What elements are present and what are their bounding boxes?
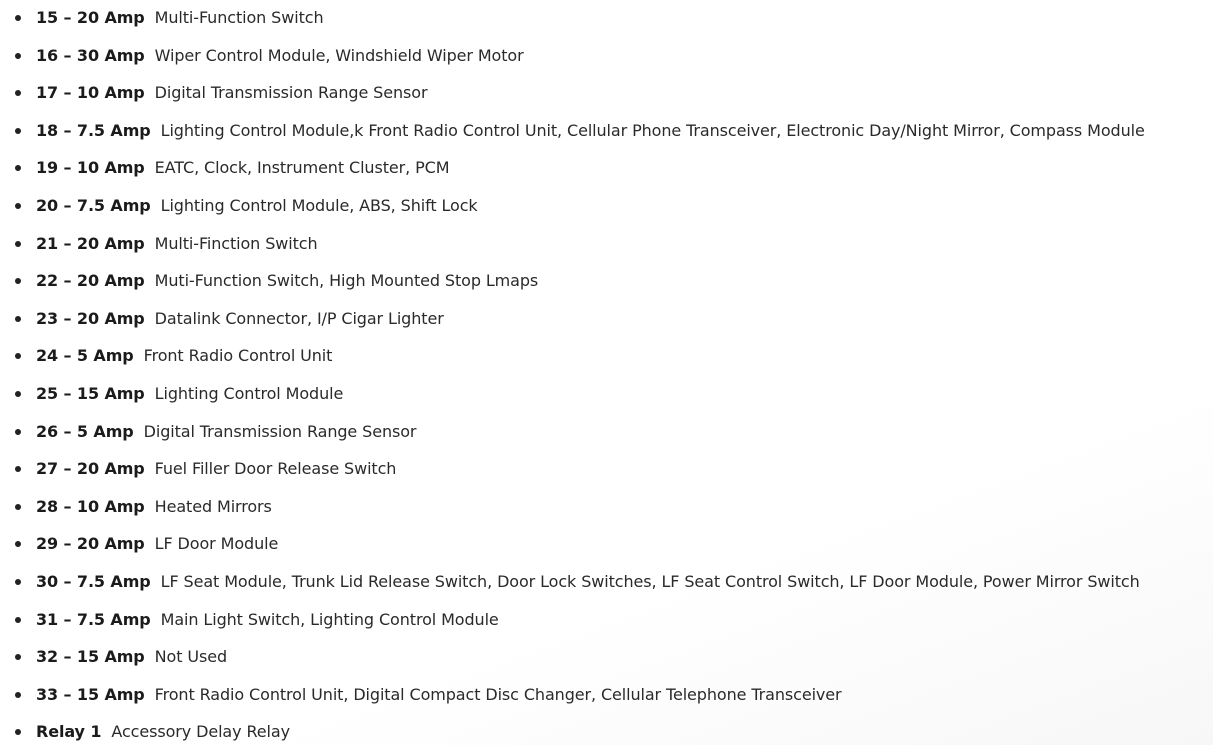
fuse-rating: 20 – 7.5 Amp	[36, 195, 151, 215]
fuse-rating: 21 – 20 Amp	[36, 233, 145, 253]
fuse-description: Digital Transmission Range Sensor	[154, 83, 428, 103]
fuse-rating: 16 – 30 Amp	[36, 45, 145, 65]
fuse-description: Multi-Function Switch	[154, 8, 324, 27]
fuse-description: Muti-Function Switch, High Mounted Stop Lmaps	[154, 271, 539, 291]
list-item	[0, 150, 1213, 188]
fuse-rating: 28 – 10 Amp	[36, 496, 145, 516]
bullet-icon	[15, 579, 21, 585]
list-item	[0, 263, 1213, 301]
bullet-icon	[15, 278, 21, 284]
fuse-rating: 24 – 5 Amp	[36, 346, 134, 366]
fuse-description: Lighting Control Module, ABS, Shift Lock	[160, 195, 478, 215]
bullet-icon	[15, 466, 21, 472]
list-item	[0, 526, 1213, 564]
fuse-rating: 19 – 10 Amp	[36, 158, 145, 178]
fuse-description: Fuel Filler Door Release Switch	[154, 459, 397, 479]
fuse-rating: 17 – 10 Amp	[36, 83, 145, 103]
list-item	[0, 188, 1213, 226]
fuse-description: Digital Transmission Range Sensor	[143, 421, 417, 441]
bullet-icon	[15, 165, 21, 171]
list-item	[0, 602, 1213, 640]
fuse-description: Heated Mirrors	[154, 496, 272, 516]
bullet-icon	[15, 353, 21, 359]
fuse-description: Front Radio Control Unit, Digital Compact Disc Changer, Cellular Telephone Transceiver	[154, 684, 842, 704]
fuse-rating: 23 – 20 Amp	[36, 308, 145, 328]
bullet-icon	[15, 241, 21, 247]
fuse-rating: 26 – 5 Amp	[36, 421, 134, 441]
fuse-rating: Relay 1	[36, 722, 102, 742]
fuse-description: LF Seat Module, Trunk Lid Release Switch, Door Lock Switches, LF Seat Control Switch, LF Door Module, Power Mirror Switch	[160, 571, 1140, 591]
list-item	[0, 714, 1213, 752]
bullet-icon	[15, 654, 21, 660]
bullet-icon	[15, 203, 21, 209]
list-item	[0, 113, 1213, 151]
bullet-icon	[15, 90, 21, 96]
fuse-rating: 27 – 20 Amp	[36, 459, 145, 479]
fuse-rating: 18 – 7.5 Amp	[36, 120, 151, 140]
fuse-description: EATC, Clock, Instrument Cluster, PCM	[154, 158, 450, 178]
list-item	[0, 38, 1213, 76]
fuse-description: Not Used	[154, 647, 228, 667]
fuse-rating: 32 – 15 Amp	[36, 647, 145, 667]
list-item	[0, 338, 1213, 376]
fuse-description: LF Door Module	[154, 534, 279, 554]
bullet-icon	[15, 729, 21, 735]
list-item	[0, 301, 1213, 339]
list-item	[0, 0, 1213, 38]
fuse-rating: 31 – 7.5 Amp	[36, 609, 151, 629]
bullet-icon	[15, 504, 21, 510]
list-item	[0, 489, 1213, 527]
fuse-description: Main Light Switch, Lighting Control Module	[160, 609, 499, 629]
fuse-rating: 30 – 7.5 Amp	[36, 571, 151, 591]
list-item	[0, 564, 1213, 602]
fuse-description: Multi-Finction Switch	[154, 233, 318, 253]
list-item	[0, 639, 1213, 677]
fuse-description: Datalink Connector, I/P Cigar Lighter	[154, 308, 444, 328]
fuse-description: Lighting Control Module	[154, 383, 344, 403]
fuse-description: Front Radio Control Unit	[143, 346, 333, 366]
bullet-icon	[15, 617, 21, 623]
list-item	[0, 376, 1213, 414]
fuse-description: Lighting Control Module,k Front Radio Control Unit, Cellular Phone Transceiver, Electronic Day/Night Mirror, Compass Module	[160, 120, 1145, 140]
fuse-description: Accessory Delay Relay	[111, 722, 290, 742]
fuse-rating: 25 – 15 Amp	[36, 383, 145, 403]
fuse-description: Wiper Control Module, Windshield Wiper Motor	[154, 45, 524, 65]
list-item	[0, 451, 1213, 489]
fuse-rating: 33 – 15 Amp	[36, 684, 145, 704]
list-item	[0, 677, 1213, 715]
list-item	[0, 226, 1213, 264]
bullet-icon	[15, 15, 21, 21]
bullet-icon	[15, 53, 21, 59]
list-item	[0, 414, 1213, 452]
bullet-icon	[15, 692, 21, 698]
bullet-icon	[15, 541, 21, 547]
fuse-rating: 29 – 20 Amp	[36, 534, 145, 554]
fuse-rating: 22 – 20 Amp	[36, 271, 145, 291]
fuse-rating: 15 – 20 Amp	[36, 8, 145, 27]
bullet-icon	[15, 316, 21, 322]
bullet-icon	[15, 391, 21, 397]
bullet-icon	[15, 128, 21, 134]
list-item	[0, 75, 1213, 113]
bullet-icon	[15, 429, 21, 435]
